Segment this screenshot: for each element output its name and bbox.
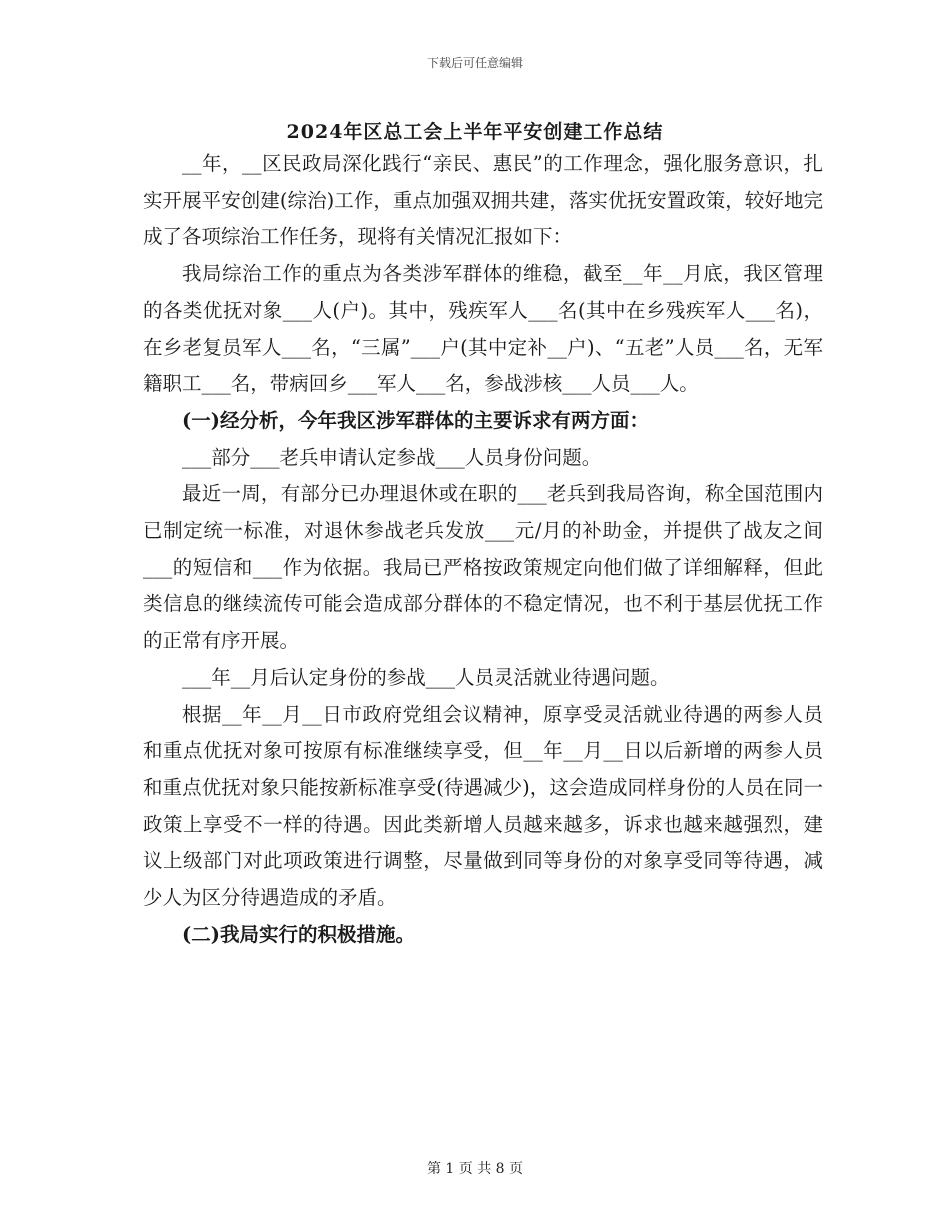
- document-body: [143, 146, 823, 953]
- issue-1-paragraph: ___部分___老兵申请认定参战___人员身份问题。: [182, 445, 602, 469]
- section-heading-2: (二)我局实行的积极措施。: [182, 922, 415, 946]
- page-header-note: 下载后可任意编辑: [426, 56, 523, 70]
- issue-2-paragraph: ___年__月后认定身份的参战___人员灵活就业待遇问题。: [182, 665, 670, 689]
- overview-paragraph: 我局综治工作的重点为各类涉军群体的维稳，截至__年__月底，我区管理的各类优抚对象___人(户)。其中，残疾军人___名(其中在乡残疾军人___名)，在乡老复员军人___名，“三属”___户(其中定补__户)、“五老”人员___名，无军籍职工___名，带病回乡___军人___名，参战涉核___人员___人。: [143, 262, 823, 396]
- intro-paragraph: __年，__区民政局深化践行“亲民、惠民”的工作理念，强化服务意识，扎实开展平安创建(综治)工作，重点加强双拥共建，落实优抚安置政策，较好地完成了各项综治工作任务，现将有关情况汇报如下：: [143, 152, 823, 249]
- page-number-footer: 第 1 页 共 8 页: [426, 1161, 524, 1177]
- document-title: 2024年区总工会上半年平安创建工作总结: [286, 121, 664, 143]
- section-heading-1: (一)经分析，今年我区涉军群体的主要诉求有两方面：: [182, 408, 649, 432]
- issue-2-detail-paragraph: 根据__年__月__日市政府党组会议精神，原享受灵活就业待遇的两参人员和重点优抚对象可按原有标准继续享受，但__年__月__日以后新增的两参人员和重点优抚对象只能按新标准享受(待遇减少)，这会造成同样身份的人员在同一政策上享受不一样的待遇。因此类新增人员越来越多，诉求也越来越强烈，建议上级部门对此项政策进行调整，尽量做到同等身份的对象享受同等待遇，减少人为区分待遇造成的矛盾。: [143, 702, 823, 910]
- issue-1-detail-paragraph: 最近一周，有部分已办理退休或在职的___老兵到我局咨询，称全国范围内已制定统一标准，对退休参战老兵发放___元/月的补助金，并提供了战友之间___的短信和___作为依据。我局已严格按政策规定向他们做了详细解释，但此类信息的继续流传可能会造成部分群体的不稳定情况，也不利于基层优抚工作的正常有序开展。: [143, 482, 823, 653]
